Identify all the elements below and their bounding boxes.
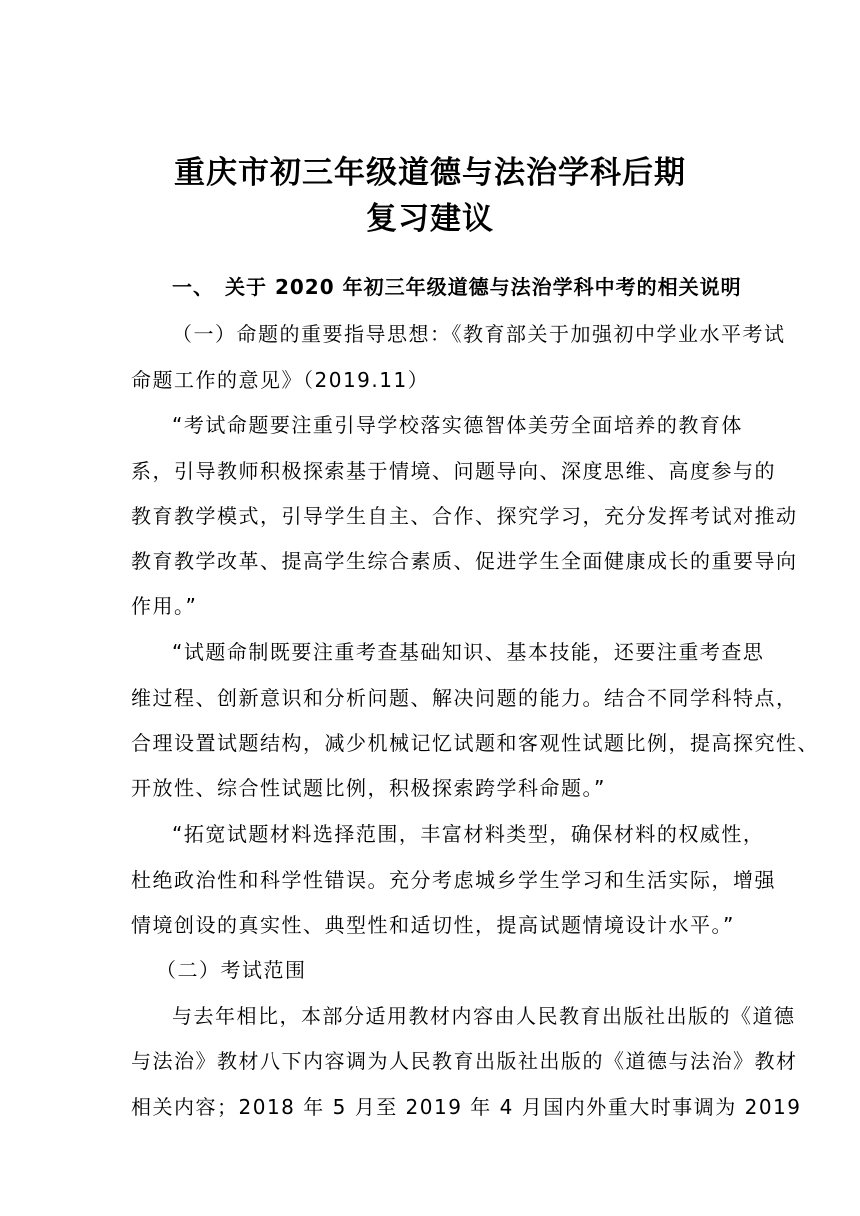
quote-1-line-2: 系，引导教师积极探索基于情境、问题导向、深度思维、高度参与的: [131, 459, 776, 483]
quote-1-line-1: “考试命题要注重引导学校落实德智体美劳全面培养的教育体: [172, 413, 743, 437]
part-1-heading-line-2: 命题工作的意见》（2019.11）: [131, 368, 430, 392]
section-1-heading: 一、 关于 2020 年初三年级道德与法治学科中考的相关说明: [172, 275, 742, 299]
quote-3-line-3: 情境创设的真实性、典型性和适切性，提高试题情境设计水平。”: [131, 913, 735, 937]
quote-1-line-3: 教育教学模式，引导学生自主、合作、探究学习，充分发挥考试对推动: [131, 504, 798, 528]
quote-3-line-2: 杜绝政治性和科学性错误。充分考虑城乡学生学习和生活实际，增强: [131, 868, 776, 892]
quote-1-line-4: 教育教学改革、提高学生综合素质、促进学生全面健康成长的重要导向: [131, 549, 798, 573]
quote-2-line-4: 开放性、综合性试题比例，积极探索跨学科命题。”: [131, 776, 606, 800]
quote-1-line-5: 作用。”: [131, 594, 198, 618]
document-title-line-2: 复习建议: [366, 201, 494, 237]
part-2-body-line-3: 相关内容；2018 年 5 月至 2019 年 4 月国内外重大时事调为 2019: [131, 1095, 802, 1119]
part-2-body-line-1: 与去年相比，本部分适用教材内容由人民教育出版社出版的《道德: [172, 1004, 796, 1028]
quote-2-line-3: 合理设置试题结构，减少机械记忆试题和客观性试题比例，提高探究性、: [131, 731, 819, 755]
quote-3-line-1: “拓宽试题材料选择范围，丰富材料类型，确保材料的权威性，: [172, 822, 765, 846]
quote-2-line-2: 维过程、创新意识和分析问题、解决问题的能力。结合不同学科特点，: [131, 686, 798, 710]
document-title-line-1: 重庆市初三年级道德与法治学科后期: [174, 155, 686, 191]
part-2-body-line-2: 与法治》教材八下内容调为人民教育出版社出版的《道德与法治》教材: [131, 1049, 798, 1073]
quote-2-line-1: “试题命制既要注重考查基础知识、基本技能，还要注重考查思: [172, 640, 765, 664]
part-1-heading-line-1: （一）命题的重要指导思想：《教育部关于加强初中学业水平考试: [172, 322, 786, 346]
part-2-heading: （二）考试范围: [156, 958, 307, 982]
